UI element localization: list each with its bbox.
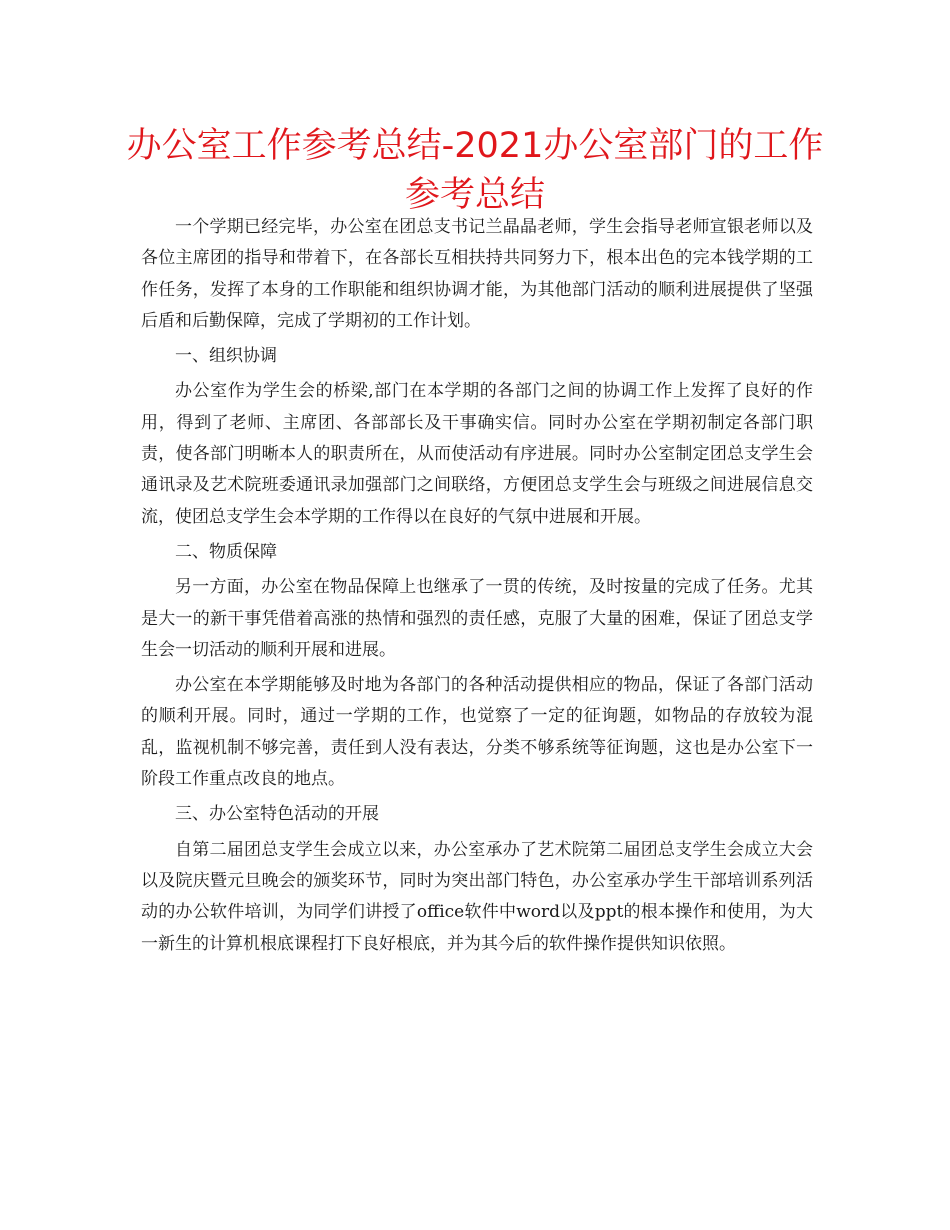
paragraph-supplies-2: 办公室在本学期能够及时地为各部门的各种活动提供相应的物品，保证了各部门活动的顺利开展。同时，通过一学期的工作，也觉察了一定的征询题，如物品的存放较为混乱，监视机制不够完善，责任到人没有表达，分类不够系统等征询题，这也是办公室下一阶段工作重点改良的地点。 <box>141 675 813 790</box>
document-body <box>141 212 813 964</box>
paragraph-intro: 一个学期已经完毕，办公室在团总支书记兰晶晶老师，学生会指导老师宣银老师以及各位主席团的指导和带着下，在各部长互相扶持共同努力下，根本出色的完本钱学期的工作任务，发挥了本身的工作职能和组织协调才能，为其他部门活动的顺利进展提供了坚强后盾和后勤保障，完成了学期初的工作计划。 <box>141 217 813 331</box>
document-title: 办公室工作参考总结-2021办公室部门的工作参考总结 <box>126 126 824 215</box>
section-heading-supplies: 二、物质保障 <box>175 541 277 562</box>
paragraph-coordination: 办公室作为学生会的桥梁,部门在本学期的各部门之间的协调工作上发挥了良好的作用，得到了老师、主席团、各部部长及干事确实信。同时办公室在学期初制定各部门职责，使各部门明晰本人的职责所在，从而使活动有序进展。同时办公室制定团总支学生会通讯录及艺术院班委通讯录加强部门之间联络，方便团总支学生会与班级之间进展信息交流，使团总支学生会本学期的工作得以在良好的气氛中进展和开展。 <box>141 381 813 527</box>
paragraph-supplies-1: 另一方面，办公室在物品保障上也继承了一贯的传统，及时按量的完成了任务。尤其是大一的新干事凭借着高涨的热情和强烈的责任感，克服了大量的困难，保证了团总支学生会一切活动的顺利开展和进展。 <box>141 577 813 660</box>
section-heading-coordination: 一、组织协调 <box>175 346 277 367</box>
paragraph-activities: 自第二届团总支学生会成立以来，办公室承办了艺术院第二届团总支学生会成立大会以及院庆暨元旦晚会的颁奖环节，同时为突出部门特色，办公室承办学生干部培训系列活动的办公软件培训，为同学们讲授了office软件中word以及ppt的根本操作和使用，为大一新生的计算机根底课程打下良好根底，并为其今后的软件操作提供知识依照。 <box>141 839 813 954</box>
section-heading-activities: 三、办公室特色活动的开展 <box>175 804 379 825</box>
